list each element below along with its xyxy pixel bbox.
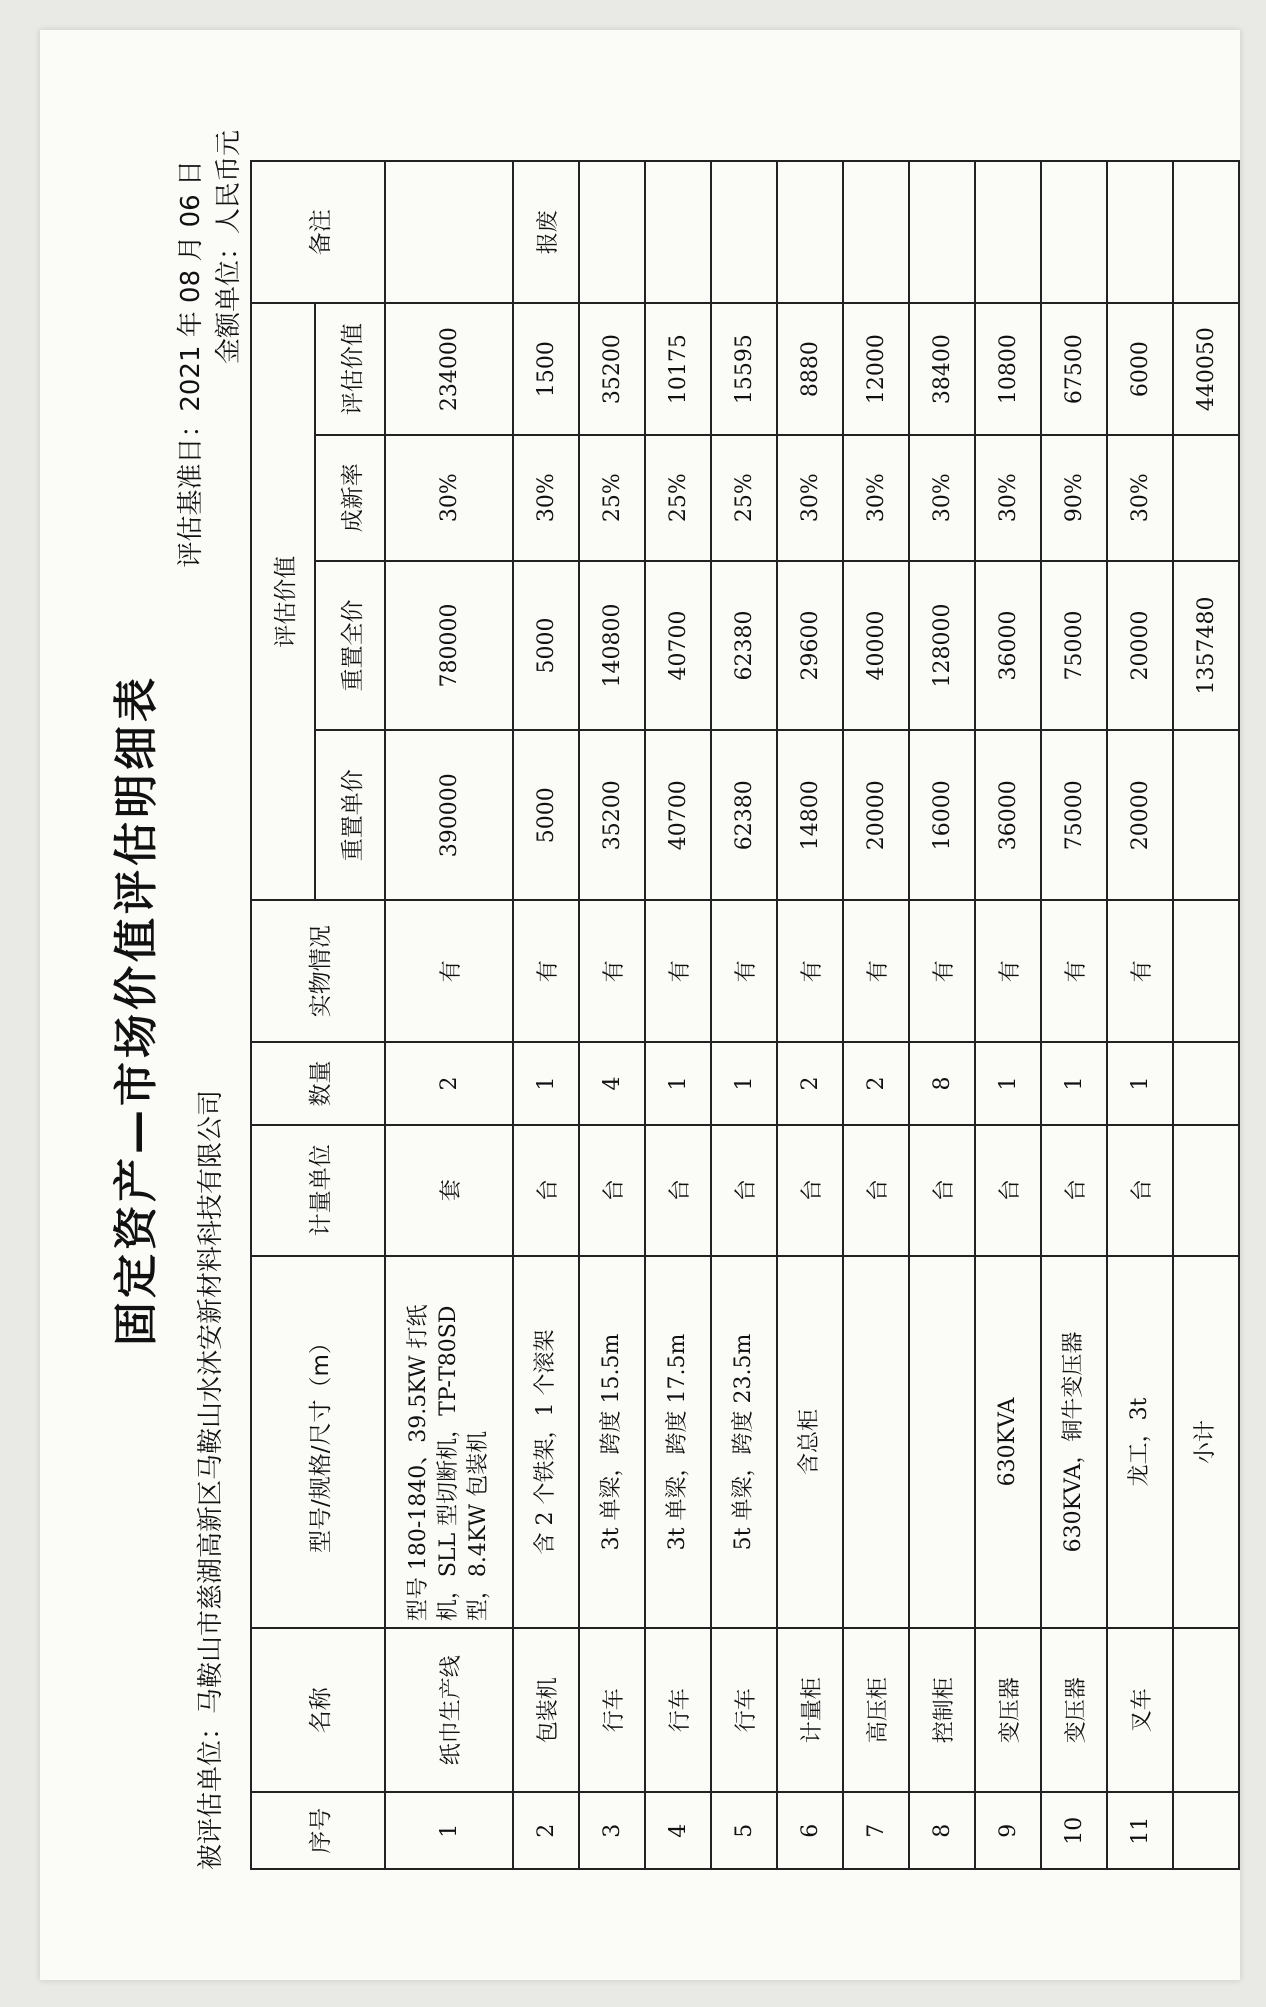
cell-value: 67500 [1041, 303, 1107, 434]
cell-value: 8880 [777, 303, 843, 434]
subtotal-row [1173, 161, 1239, 1869]
cell-unit: 台 [1041, 1125, 1107, 1256]
cell-name: 变压器 [1041, 1628, 1107, 1792]
evaluated-unit: 被评估单位：马鞍山市慈湖高新区马鞍山水沐安新材料科技有限公司 [196, 1089, 226, 1870]
cell-rate: 30% [843, 435, 909, 561]
cell-spec: 630KVA [975, 1256, 1041, 1628]
cell-name: 行车 [579, 1628, 645, 1792]
cell-remark [1173, 161, 1239, 303]
cell-remark [1041, 161, 1107, 303]
cell-unit: 台 [711, 1125, 777, 1256]
cell-rate: 30% [777, 435, 843, 561]
cell-total-price: 29600 [777, 561, 843, 731]
subtotal-value: 440050 [1173, 303, 1239, 434]
table-row [909, 161, 975, 1869]
header-condition: 实物情况 [251, 900, 385, 1042]
cell-seq: 3 [579, 1792, 645, 1869]
header-value: 评估价值 [315, 303, 385, 434]
cell-qty: 1 [1107, 1042, 1173, 1124]
cell-name: 行车 [645, 1628, 711, 1792]
cell-spec: 型号 180-1840、39.5KW 打纸机，SLL 型切断机，TP-T80SD 型，8.4KW 包装机 [385, 1256, 513, 1628]
cell-remark [579, 161, 645, 303]
cell-remark [711, 161, 777, 303]
cell-rate: 30% [385, 435, 513, 561]
cell-rate: 30% [975, 435, 1041, 561]
document-meta [160, 60, 244, 1960]
cell-qty: 2 [843, 1042, 909, 1124]
cell-value: 10175 [645, 303, 711, 434]
currency-unit: 金额单位：人民币元 [214, 130, 244, 365]
cell-unit-price: 40700 [645, 730, 711, 900]
cell-name: 行车 [711, 1628, 777, 1792]
cell-condition: 有 [975, 900, 1041, 1042]
cell-remark: 报废 [513, 161, 579, 303]
cell-remark [1107, 161, 1173, 303]
header-value-group: 评估价值 [251, 303, 315, 900]
base-date: 评估基准日：2021 年 08 月 06 日 [176, 160, 206, 568]
cell-spec: 5t 单梁，跨度 23.5m [711, 1256, 777, 1628]
table-row [975, 161, 1041, 1869]
cell-total-price: 20000 [1107, 561, 1173, 731]
cell-total-price: 5000 [513, 561, 579, 731]
cell-remark [843, 161, 909, 303]
cell-rate [1173, 435, 1239, 561]
cell-unit-price: 14800 [777, 730, 843, 900]
cell-total-price: 36000 [975, 561, 1041, 731]
cell-condition: 有 [513, 900, 579, 1042]
header-unit: 计量单位 [251, 1125, 385, 1256]
header-remark: 备注 [251, 161, 385, 303]
cell-unit-price: 20000 [843, 730, 909, 900]
cell-unit [1173, 1125, 1239, 1256]
cell-unit-price: 75000 [1041, 730, 1107, 900]
cell-value: 12000 [843, 303, 909, 434]
cell-seq: 7 [843, 1792, 909, 1869]
cell-qty: 1 [711, 1042, 777, 1124]
header-rate: 成新率 [315, 435, 385, 561]
subtotal-label: 小计 [1173, 1256, 1239, 1628]
cell-unit-price: 5000 [513, 730, 579, 900]
cell-spec [909, 1256, 975, 1628]
header-spec: 型号/规格/尺寸（m） [251, 1256, 385, 1628]
cell-name: 叉车 [1107, 1628, 1173, 1792]
cell-seq: 2 [513, 1792, 579, 1869]
table-row [513, 161, 579, 1869]
table-row [711, 161, 777, 1869]
cell-rate: 25% [579, 435, 645, 561]
cell-seq: 1 [385, 1792, 513, 1869]
cell-unit-price: 35200 [579, 730, 645, 900]
cell-seq: 4 [645, 1792, 711, 1869]
cell-seq: 10 [1041, 1792, 1107, 1869]
cell-unit-price: 36000 [975, 730, 1041, 900]
cell-total-price: 140800 [579, 561, 645, 731]
cell-remark [385, 161, 513, 303]
cell-qty: 1 [975, 1042, 1041, 1124]
cell-unit-price [1173, 730, 1239, 900]
cell-qty: 2 [385, 1042, 513, 1124]
cell-rate: 25% [711, 435, 777, 561]
cell-qty: 1 [1041, 1042, 1107, 1124]
header-unit-price: 重置单价 [315, 730, 385, 900]
header-qty: 数量 [251, 1042, 385, 1124]
cell-value: 10800 [975, 303, 1041, 434]
table-row [843, 161, 909, 1869]
cell-value: 35200 [579, 303, 645, 434]
cell-spec: 含 2 个铁架，1 个滚架 [513, 1256, 579, 1628]
cell-total-price: 780000 [385, 561, 513, 731]
cell-condition: 有 [909, 900, 975, 1042]
header-seq: 序号 [251, 1792, 385, 1869]
cell-name: 包装机 [513, 1628, 579, 1792]
document-page [40, 30, 1240, 1980]
subtotal-total-price: 1357480 [1173, 561, 1239, 731]
asset-table [250, 160, 1240, 1870]
cell-unit-price: 16000 [909, 730, 975, 900]
table-row [579, 161, 645, 1869]
table-row [1107, 161, 1173, 1869]
cell-name: 高压柜 [843, 1628, 909, 1792]
header-name: 名称 [251, 1628, 385, 1792]
table-row [385, 161, 513, 1869]
cell-remark [909, 161, 975, 303]
cell-total-price: 40700 [645, 561, 711, 731]
cell-total-price: 75000 [1041, 561, 1107, 731]
cell-rate: 90% [1041, 435, 1107, 561]
cell-remark [645, 161, 711, 303]
table-row [777, 161, 843, 1869]
cell-unit: 台 [1107, 1125, 1173, 1256]
cell-name: 计量柜 [777, 1628, 843, 1792]
cell-unit: 台 [975, 1125, 1041, 1256]
table-row [645, 161, 711, 1869]
cell-unit: 台 [645, 1125, 711, 1256]
cell-condition: 有 [645, 900, 711, 1042]
page-title: 固定资产—市场价值评估明细表 [111, 674, 162, 1346]
header-total-price: 重置全价 [315, 561, 385, 731]
cell-value: 234000 [385, 303, 513, 434]
cell-remark [975, 161, 1041, 303]
cell-unit: 台 [513, 1125, 579, 1256]
cell-seq: 6 [777, 1792, 843, 1869]
cell-seq [1173, 1792, 1239, 1869]
cell-seq: 9 [975, 1792, 1041, 1869]
cell-rate: 30% [513, 435, 579, 561]
cell-total-price: 40000 [843, 561, 909, 731]
cell-spec: 3t 单梁，跨度 17.5m [645, 1256, 711, 1628]
cell-total-price: 128000 [909, 561, 975, 731]
cell-qty [1173, 1042, 1239, 1124]
cell-condition: 有 [1107, 900, 1173, 1042]
cell-qty: 1 [645, 1042, 711, 1124]
cell-qty: 4 [579, 1042, 645, 1124]
cell-condition: 有 [777, 900, 843, 1042]
cell-spec [843, 1256, 909, 1628]
cell-unit: 台 [777, 1125, 843, 1256]
cell-name: 控制柜 [909, 1628, 975, 1792]
cell-condition: 有 [843, 900, 909, 1042]
cell-unit-price: 390000 [385, 730, 513, 900]
cell-name: 纸巾生产线 [385, 1628, 513, 1792]
cell-qty: 1 [513, 1042, 579, 1124]
table-header-row [251, 161, 315, 1869]
cell-rate: 30% [909, 435, 975, 561]
cell-unit: 台 [843, 1125, 909, 1256]
table-row [1041, 161, 1107, 1869]
cell-value: 38400 [909, 303, 975, 434]
cell-seq: 11 [1107, 1792, 1173, 1869]
cell-condition: 有 [579, 900, 645, 1042]
cell-unit: 套 [385, 1125, 513, 1256]
cell-value: 1500 [513, 303, 579, 434]
cell-spec: 3t 单梁，跨度 15.5m [579, 1256, 645, 1628]
cell-unit: 台 [579, 1125, 645, 1256]
cell-condition [1173, 900, 1239, 1042]
cell-unit-price: 20000 [1107, 730, 1173, 900]
rotated-content [60, 60, 1219, 1960]
cell-spec: 龙工，3t [1107, 1256, 1173, 1628]
cell-condition: 有 [1041, 900, 1107, 1042]
cell-name: 变压器 [975, 1628, 1041, 1792]
cell-qty: 2 [777, 1042, 843, 1124]
cell-condition: 有 [711, 900, 777, 1042]
cell-unit: 台 [909, 1125, 975, 1256]
cell-total-price: 62380 [711, 561, 777, 731]
cell-seq: 8 [909, 1792, 975, 1869]
cell-spec: 630KVA，铜牛变压器 [1041, 1256, 1107, 1628]
cell-condition: 有 [385, 900, 513, 1042]
cell-remark [777, 161, 843, 303]
cell-unit-price: 62380 [711, 730, 777, 900]
cell-value: 6000 [1107, 303, 1173, 434]
cell-name [1173, 1628, 1239, 1792]
cell-rate: 30% [1107, 435, 1173, 561]
cell-qty: 8 [909, 1042, 975, 1124]
cell-value: 15595 [711, 303, 777, 434]
cell-rate: 25% [645, 435, 711, 561]
cell-seq: 5 [711, 1792, 777, 1869]
cell-spec: 含总柜 [777, 1256, 843, 1628]
